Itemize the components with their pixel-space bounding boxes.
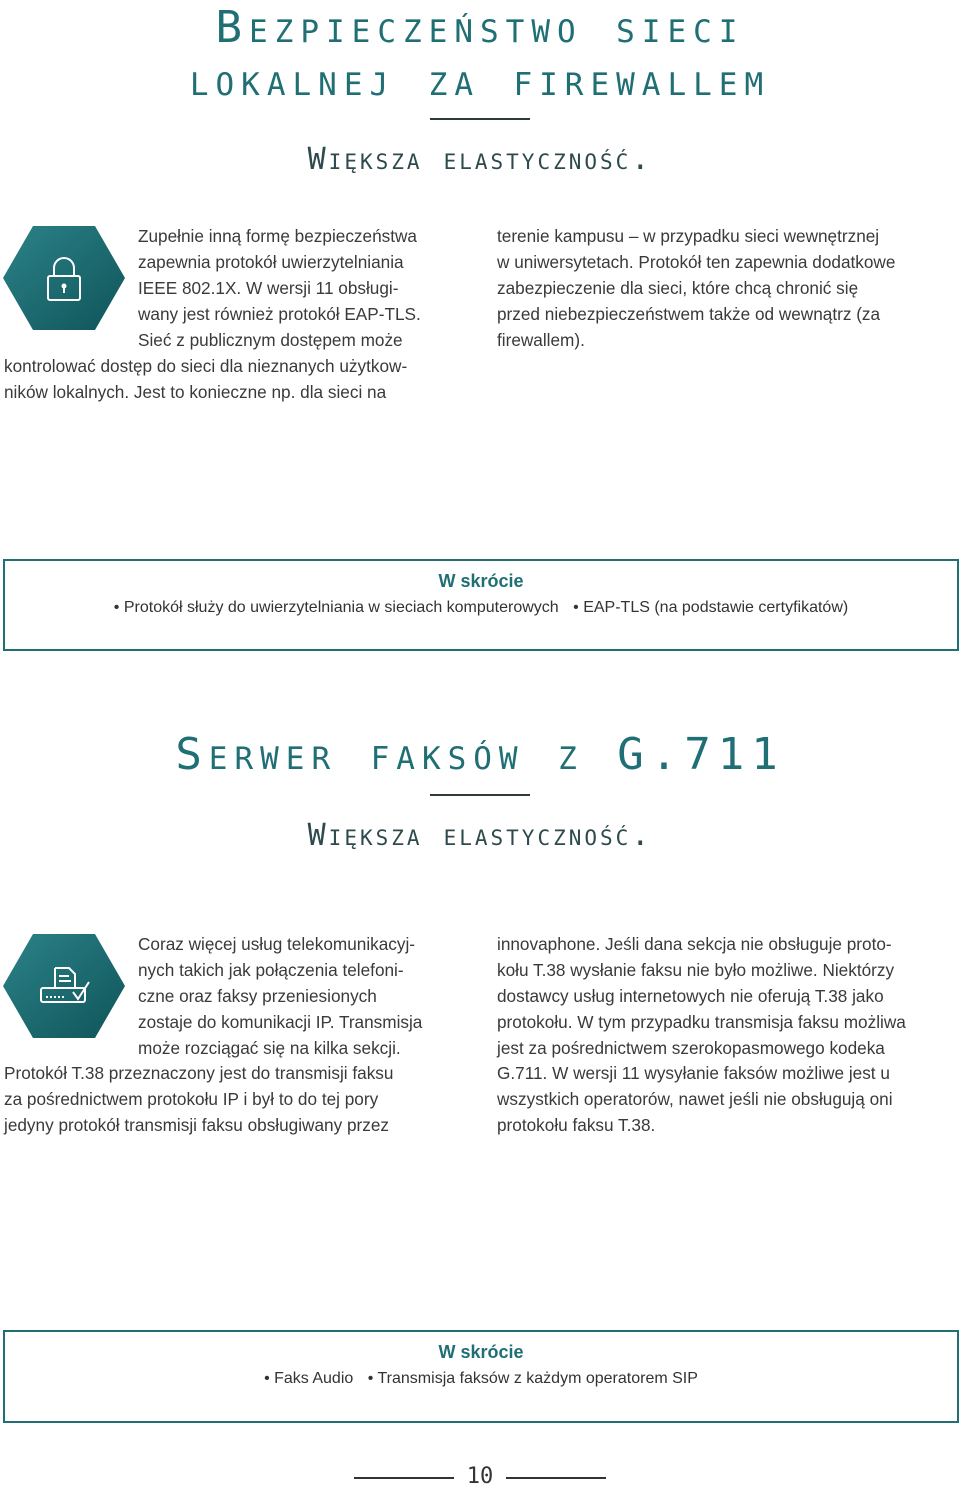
section2-right-line-1: innovaphone. Jeśli dana sekcja nie obsługuje proto- [497,934,892,954]
section2-right-line-4: protokołu. W tym przypadku transmisja faksu możliwa [497,1012,906,1032]
section2-right-line-8: protokołu faksu T.38. [497,1115,656,1135]
section2-left-line-4: zostaje do komunikacji IP. Transmisja [138,1012,423,1032]
section2-left-line-7: za pośrednictwem protokołu IP i był to do tej pory [4,1089,379,1109]
section1-right-line-3: zabezpieczenie dla sieci, które chcą chronić się [497,278,859,298]
section1-left-line-2: zapewnia protokół uwierzytelniania [138,252,404,272]
summary-box-1 [3,559,959,651]
page-number-rule-right [506,1477,606,1479]
bullet-item: • Protokół służy do uwierzytelniania w sieciach komputerowych [113,599,559,616]
section1-left-line-5: Sieć z publicznym dostępem może [138,330,403,350]
section2-right-line-3: dostawcy usług internetowych nie oferują T.38 jako [497,986,884,1006]
section2-subtitle: Większa elastyczność. [307,818,653,853]
summary-box-2-bullets [5,1370,957,1388]
section2-left-line-1: Coraz więcej usług telekomunikacyj- [138,934,416,954]
section2-left-line-2: nych takich jak połączenia telefoni- [138,960,404,980]
section1-title-line1: Bezpieczeństwo sieci [215,2,745,53]
section2-right-line-2: kołu T.38 wysłanie faksu nie było możliwe. Niektórzy [497,960,895,980]
bullet-item: • Faks Audio [264,1370,354,1387]
padlock-hexagon [3,226,125,330]
fax-hexagon [3,934,125,1038]
section1-left-line-4: wany jest również protokół EAP-TLS. [138,304,421,324]
section2-right-line-7: wszystkich operatorów, nawet jeśli nie obsługują oni [497,1089,893,1109]
section2-left-line-8: jedyny protokół transmisji faksu obsługiwany przez [4,1115,389,1135]
section1-right-line-1: terenie kampusu – w przypadku sieci wewnętrznej [497,226,880,246]
section2-right-line-5: jest za pośrednictwem szerokopasmowego kodeka [497,1038,885,1058]
summary-box-1-bullets [5,599,957,617]
page-number: 10 [466,1464,494,1489]
section1-left-line-6: kontrolować dostęp do sieci dla nieznanych użytkow- [4,356,408,376]
section1-right-line-5: firewallem). [497,330,585,350]
bullet-item: • EAP-TLS (na podstawie certyfikatów) [573,599,849,616]
section1-title-rule [430,118,530,120]
section1-left-line-1: Zupełnie inną formę bezpieczeństwa [138,226,417,246]
summary-box-2 [3,1330,959,1423]
section1-right-line-2: w uniwersytetach. Protokół ten zapewnia dodatkowe [497,252,896,272]
section1-title-line2: lokalnej za firewallem [189,55,771,106]
page-number-rule-left [354,1477,454,1479]
section1-left-line-7: ników lokalnych. Jest to konieczne np. dla sieci na [4,382,387,402]
section2-left-line-5: może rozciągać się na kilka sekcji. [138,1038,401,1058]
section2-left-line-6: Protokół T.38 przeznaczony jest do transmisji faksu [4,1063,394,1083]
section2-title: Serwer faksów z G.711 [175,729,785,780]
bullet-text: Transmisja faksów z każdym operatorem SIP [377,1370,698,1387]
bullet-item: • Transmisja faksów z każdym operatorem SIP [367,1370,698,1387]
summary-box-2-title: W skrócie [438,1342,524,1362]
section1-right-line-4: przed niebezpieczeństwem także od wewnątrz (za [497,304,881,324]
section2-right-line-6: G.711. W wersji 11 wysyłanie faksów możliwe jest u [497,1063,890,1083]
bullet-text: EAP-TLS (na podstawie certyfikatów) [583,599,849,616]
summary-box-1-title: W skrócie [438,571,524,591]
section2-title-rule [430,794,530,796]
section1-left-line-3: IEEE 802.1X. W wersji 11 obsługi- [138,278,399,298]
section1-subtitle: Większa elastyczność. [307,142,653,177]
section2-left-line-3: czne oraz faksy przeniesionych [138,986,377,1006]
bullet-text: Protokół służy do uwierzytelniania w sieciach komputerowych [123,599,559,616]
bullet-text: Faks Audio [274,1370,354,1387]
